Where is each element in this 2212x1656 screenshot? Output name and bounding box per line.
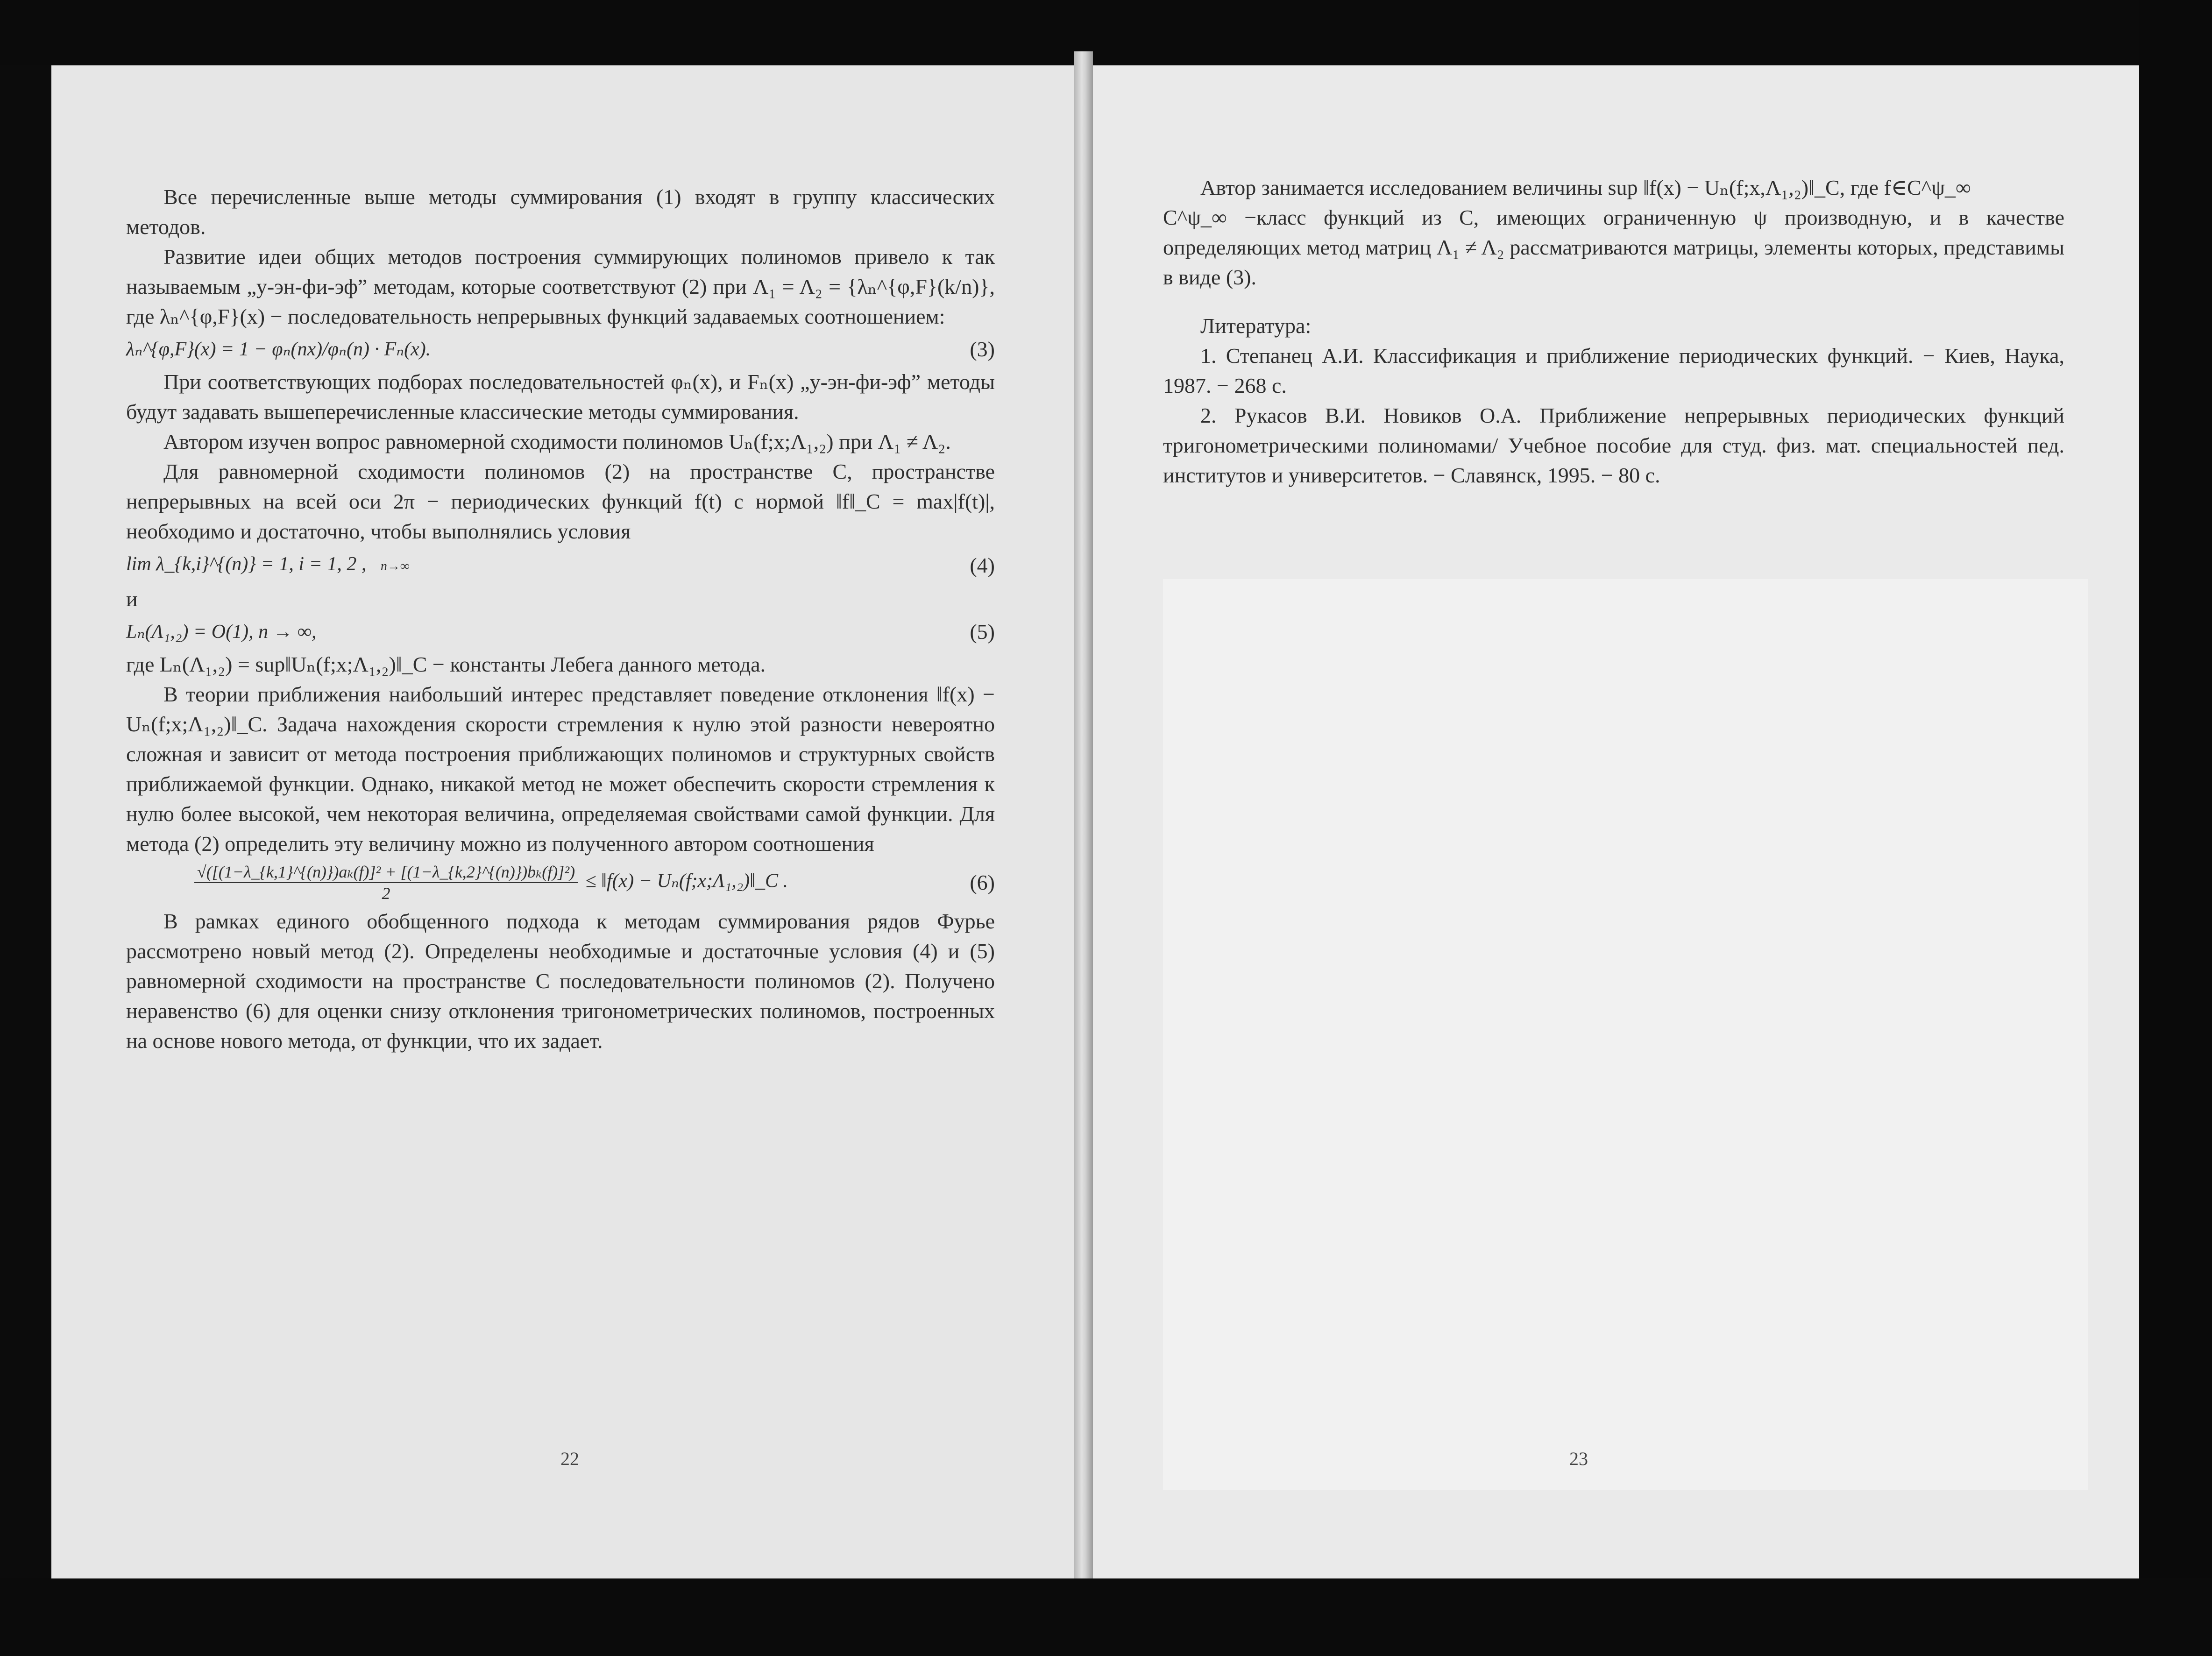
right-page: [1093, 65, 2139, 1578]
paragraph-convergence-question: Автором изучен вопрос равномерной сходимости полиномов Uₙ(f;x;Λ₁,₂) при Λ₁ ≠ Λ₂.: [163, 430, 951, 453]
formula-4-main: lim λ_{k,i}^{(n)} = 1, i = 1, 2 ,: [126, 553, 367, 575]
formula-4-limit-subscript: n→∞: [380, 559, 410, 573]
formula-6-number: (6): [970, 870, 995, 894]
formula-3: [126, 334, 995, 364]
scan-bottom-border: [0, 1578, 2212, 1656]
formula-3-number: (3): [970, 337, 995, 361]
formula-4-number: (4): [970, 553, 995, 577]
paragraph-conclusion: В рамках единого обобщенного подхода к методам суммирования рядов Фурье рассмотрено новый метод (2). Определены необходимые и достаточные условия (4) и (5) равномерной сходимости на пространстве C последовательности полиномов (2). Получено неравенство (6) для оценки снизу отклонения тригонометрических полиномов, построенных на основе нового метода, от функции, что их задает.: [126, 909, 995, 1053]
paragraph-general-methods: Развитие идеи общих методов построения суммирующих полиномов привело к так называемым „у-эн-фи-эф” методам, которые соответствуют (2) при Λ₁ = Λ₂ = {λₙ^{φ,F}(k/n)}, где λₙ^{φ,F}(x) − последовательность непрерывных функций задаваемых соотношением:: [126, 245, 995, 328]
literature-item-1: 1. Степанец А.И. Классификация и приближение периодических функций. − Киев, Наука, 1987. − 268 с.: [1163, 344, 2064, 397]
literature-heading: Литература:: [1200, 314, 1312, 338]
formula-6-numerator: √([(1−λ_{k,1}^{(n)})aₖ(f)]² + [(1−λ_{k,2}^{(n)})bₖ(f)]²): [194, 862, 578, 883]
paragraph-classical-methods: Все перечисленные выше методы суммирования (1) входят в группу классических методов.: [126, 185, 995, 239]
right-text-column: [1163, 173, 2064, 490]
paragraph-function-class: C^ψ_∞ −класс функций из C, имеющих ограниченную ψ производную, и в качестве определяющих метод матриц Λ₁ ≠ Λ₂ рассматриваются матрицы, элементы которых, представимы в виде (3).: [1163, 205, 2064, 289]
formula-5: [126, 617, 995, 647]
formula-6-rhs: ≤ ‖f(x) − Uₙ(f;x;Λ₁,₂)‖_C .: [585, 870, 788, 892]
scan-right-border: [2139, 0, 2212, 1656]
formula-6-expression: [126, 862, 788, 904]
paragraph-sequences: При соответствующих подборах последовательностей φₙ(x), и Fₙ(x) „у-эн-фи-эф” методы будут задавать вышеперечисленные классические методы суммирования.: [126, 370, 995, 424]
formula-6: [126, 862, 995, 904]
page-number-right: 23: [1569, 1448, 1588, 1469]
book-gutter: [1074, 51, 1093, 1592]
formula-6-fraction: [194, 862, 578, 904]
page-number-left: 22: [560, 1448, 579, 1469]
formula-3-expression: λₙ^{φ,F}(x) = 1 − φₙ(nx)/φₙ(n) · Fₙ(x).: [126, 339, 431, 360]
formula-5-expression: Lₙ(Λ₁,₂) = O(1), n → ∞,: [126, 621, 317, 643]
paragraph-uniform-convergence: Для равномерной сходимости полиномов (2) на пространстве C, пространстве непрерывных на всей оси 2π − периодических функций f(t) с нормой ‖f‖_C = max|f(t)|, необходимо и достаточно, чтобы выполнялись условия: [126, 460, 995, 543]
left-text-column: [126, 182, 995, 1056]
formula-4-expression: [126, 549, 410, 581]
paragraph-author-research: Автор занимается исследованием величины sup ‖f(x) − Uₙ(f;x,Λ₁,₂)‖_C, где f∈C^ψ_∞: [1200, 176, 1971, 199]
left-page: [51, 65, 1074, 1578]
formula-4: [126, 549, 995, 581]
paragraph-approximation-theory: В теории приближения наибольший интерес представляет поведение отклонения ‖f(x) − Uₙ(f;x;Λ₁,₂)‖_C. Задача нахождения скорости стремления к нулю этой разности невероятно сложная и зависит от метода построения приближающих полиномов и структурных свойств приближаемой функции. Однако, никакой метод не может обеспечить скорости стремления к нулю более высокой, чем некоторая величина, определяемая свойствами самой функции. Для метода (2) определить эту величину можно из полученного автором соотношения: [126, 682, 995, 856]
formula-6-denominator: 2: [382, 884, 390, 903]
conjunction-and: и: [126, 587, 138, 611]
literature-item-2: 2. Рукасов В.И. Новиков О.А. Приближение непрерывных периодических функций тригонометрическими полиномами/ Учебное пособие для студ. физ. мат. специальностей пед. институтов и университетов. − Славянск, 1995. − 80 с.: [1163, 403, 2064, 487]
formula-5-number: (5): [970, 620, 995, 644]
blank-page-area: [1163, 579, 2088, 1490]
paragraph-lebesgue-constants: где Lₙ(Λ₁,₂) = sup‖Uₙ(f;x;Λ₁,₂)‖_C − константы Лебега данного метода.: [126, 652, 766, 676]
scan-top-border: [0, 0, 2212, 65]
